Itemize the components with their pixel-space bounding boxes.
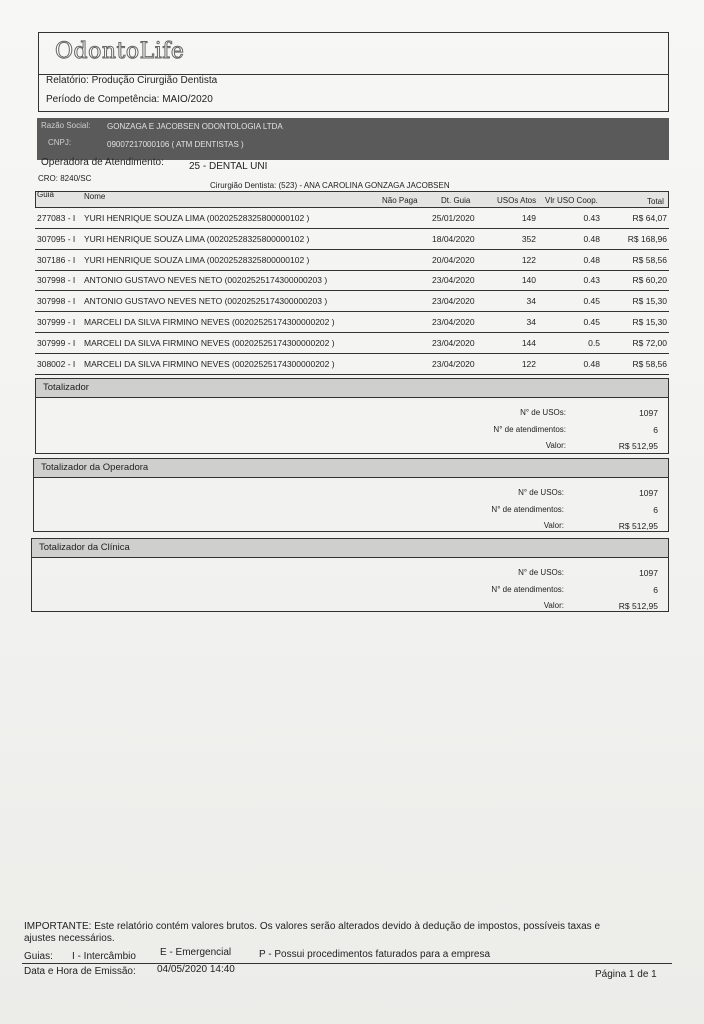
total-cell: R$ 168,96	[627, 233, 667, 244]
totalizer-atendimentos-value: 6	[653, 505, 658, 515]
total-cell: R$ 64,07	[632, 213, 667, 223]
total-cell: R$ 60,20	[632, 275, 667, 286]
col-total: Total	[647, 197, 664, 206]
patient-name-cell: ANTONIO GUSTAVO NEVES NETO (00202525174300000203 )	[84, 296, 328, 307]
razao-social-label: Razão Social:	[41, 121, 91, 130]
patient-name-cell: YURI HENRIQUE SOUZA LIMA (00202528325800000102 )	[84, 213, 310, 223]
patient-name-cell: YURI HENRIQUE SOUZA LIMA (00202528325800000102 )	[84, 254, 310, 265]
col-guia: Guia	[37, 190, 54, 199]
guia-cell: 307999 - I	[37, 317, 76, 327]
total-cell: R$ 58,56	[632, 358, 667, 369]
totalizer-atendimentos-label: N° de atendimentos:	[493, 425, 566, 434]
totalizer-usos-value: 1097	[639, 488, 658, 498]
row-divider	[35, 353, 669, 354]
usos-cell: 352	[521, 233, 536, 244]
row-divider	[35, 332, 669, 333]
vlr-cell: 0.48	[583, 254, 600, 265]
vlr-cell: 0.43	[583, 275, 600, 286]
col-usos: USOs Atos	[497, 196, 537, 205]
operator-value: 25 - DENTAL UNI	[189, 161, 268, 172]
guia-cell: 307999 - I	[37, 337, 76, 348]
emission-value: 04/05/2020 14:40	[157, 964, 235, 975]
totalizer-valor-value: R$ 512,95	[618, 601, 658, 611]
totalizer-title: Totalizador da Operadora	[41, 462, 149, 473]
vlr-cell: 0.48	[583, 233, 600, 244]
row-divider	[35, 374, 669, 375]
col-dt-guia: Dt. Guia	[441, 196, 471, 205]
patient-name-cell: MARCELI DA SILVA FIRMINO NEVES (00202525174300000202 )	[84, 358, 335, 369]
totalizer-usos-label: N° de USOs:	[518, 488, 564, 497]
usos-cell: 140	[521, 275, 536, 286]
page-number: Página 1 de 1	[595, 969, 657, 980]
vlr-cell: 0.45	[583, 317, 600, 327]
totalizer-usos-value: 1097	[639, 408, 658, 418]
guia-cell: 277083 - I	[37, 213, 76, 223]
usos-cell: 122	[521, 358, 536, 369]
date-cell: 23/04/2020	[432, 337, 475, 348]
cro-value: CRO: 8240/SC	[38, 174, 92, 183]
totalizer-valor-label: Valor:	[543, 521, 564, 530]
vlr-cell: 0.43	[583, 213, 600, 223]
report-label: Relatório: Produção Cirurgião Dentista	[46, 75, 218, 86]
date-cell: 20/04/2020	[432, 254, 475, 265]
razao-social-value: GONZAGA E JACOBSEN ODONTOLOGIA LTDA	[107, 122, 283, 131]
row-divider	[35, 249, 669, 250]
footer-divider	[22, 963, 672, 964]
row-divider	[35, 290, 669, 291]
guia-cell: 308002 - I	[37, 358, 76, 369]
totalizer-atendimentos-value: 6	[653, 585, 658, 595]
emission-label: Data e Hora de Emissão:	[24, 966, 136, 977]
row-divider	[35, 311, 669, 312]
total-cell: R$ 72,00	[632, 337, 667, 348]
totalizer-valor-label: Valor:	[543, 601, 564, 610]
total-cell: R$ 15,30	[632, 317, 667, 327]
usos-cell: 34	[526, 317, 536, 327]
vlr-cell: 0.48	[583, 358, 600, 369]
operator-label: Operadora de Atendimento:	[41, 157, 164, 168]
total-cell: R$ 15,30	[632, 296, 667, 307]
period-label: Período de Competência: MAIO/2020	[46, 94, 213, 105]
totalizer-usos-value: 1097	[639, 568, 658, 578]
date-cell: 23/04/2020	[432, 317, 475, 327]
totalizer-valor-label: Valor:	[545, 441, 566, 450]
patient-name-cell: MARCELI DA SILVA FIRMINO NEVES (00202525174300000202 )	[84, 337, 335, 348]
col-nome: Nome	[84, 192, 106, 201]
date-cell: 18/04/2020	[432, 233, 475, 244]
totalizer-valor-value: R$ 512,95	[618, 521, 658, 531]
total-cell: R$ 58,56	[632, 254, 667, 265]
totalizer-usos-label: N° de USOs:	[520, 408, 566, 417]
cnpj-label: CNPJ:	[48, 138, 72, 147]
col-vlr: Vlr USO Coop.	[545, 196, 598, 205]
dentist-value: Cirurgião Dentista: (523) - ANA CAROLINA GONZAGA JACOBSEN	[210, 181, 450, 190]
cnpj-value: 09007217000106 ( ATM DENTISTAS )	[107, 140, 244, 149]
patient-name-cell: MARCELI DA SILVA FIRMINO NEVES (00202525174300000202 )	[84, 317, 335, 327]
usos-cell: 122	[521, 254, 536, 265]
usos-cell: 34	[526, 296, 536, 307]
patient-name-cell: YURI HENRIQUE SOUZA LIMA (00202528325800000102 )	[84, 233, 310, 244]
vlr-cell: 0.45	[583, 296, 600, 307]
totalizer-title: Totalizador	[43, 382, 89, 393]
row-divider	[35, 228, 669, 229]
guias-label: Guias:	[24, 951, 53, 962]
important-note: IMPORTANTE: Este relatório contém valores brutos. Os valores serão alterados devido à dedução de impostos, possíveis taxas e ajustes necessários.	[24, 921, 601, 944]
date-cell: 23/04/2020	[432, 296, 475, 307]
col-nao-paga: Não Paga	[382, 196, 418, 205]
odontolife-logo: OdontoLife	[55, 39, 185, 64]
totalizer-atendimentos-label: N° de atendimentos:	[491, 585, 564, 594]
date-cell: 23/04/2020	[432, 275, 475, 286]
row-divider	[35, 270, 669, 271]
guia-cell: 307998 - I	[37, 296, 76, 307]
totalizer-atendimentos-value: 6	[653, 425, 658, 435]
usos-cell: 144	[521, 337, 536, 348]
totalizer-usos-label: N° de USOs:	[518, 568, 564, 577]
vlr-cell: 0.5	[588, 337, 600, 348]
date-cell: 23/04/2020	[432, 358, 475, 369]
guia-cell: 307095 - I	[37, 233, 76, 244]
patient-name-cell: ANTONIO GUSTAVO NEVES NETO (00202525174300000203 )	[84, 275, 328, 286]
report-value: Produção Cirurgião Dentista	[91, 75, 218, 86]
period-value: MAIO/2020	[162, 94, 213, 105]
guia-cell: 307186 - I	[37, 254, 76, 265]
totalizer-valor-value: R$ 512,95	[618, 441, 658, 451]
totalizer-header	[35, 378, 669, 398]
totalizer-title: Totalizador da Clínica	[39, 542, 130, 553]
legend-empresa: P - Possui procedimentos faturados para a empresa	[259, 949, 491, 960]
legend-emergencial: E - Emergencial	[160, 947, 232, 958]
totalizer-atendimentos-label: N° de atendimentos:	[491, 505, 564, 514]
guia-cell: 307998 - I	[37, 275, 76, 286]
usos-cell: 149	[521, 213, 536, 223]
legend-intercambio: I - Intercâmbio	[72, 951, 136, 962]
date-cell: 25/01/2020	[432, 213, 475, 223]
